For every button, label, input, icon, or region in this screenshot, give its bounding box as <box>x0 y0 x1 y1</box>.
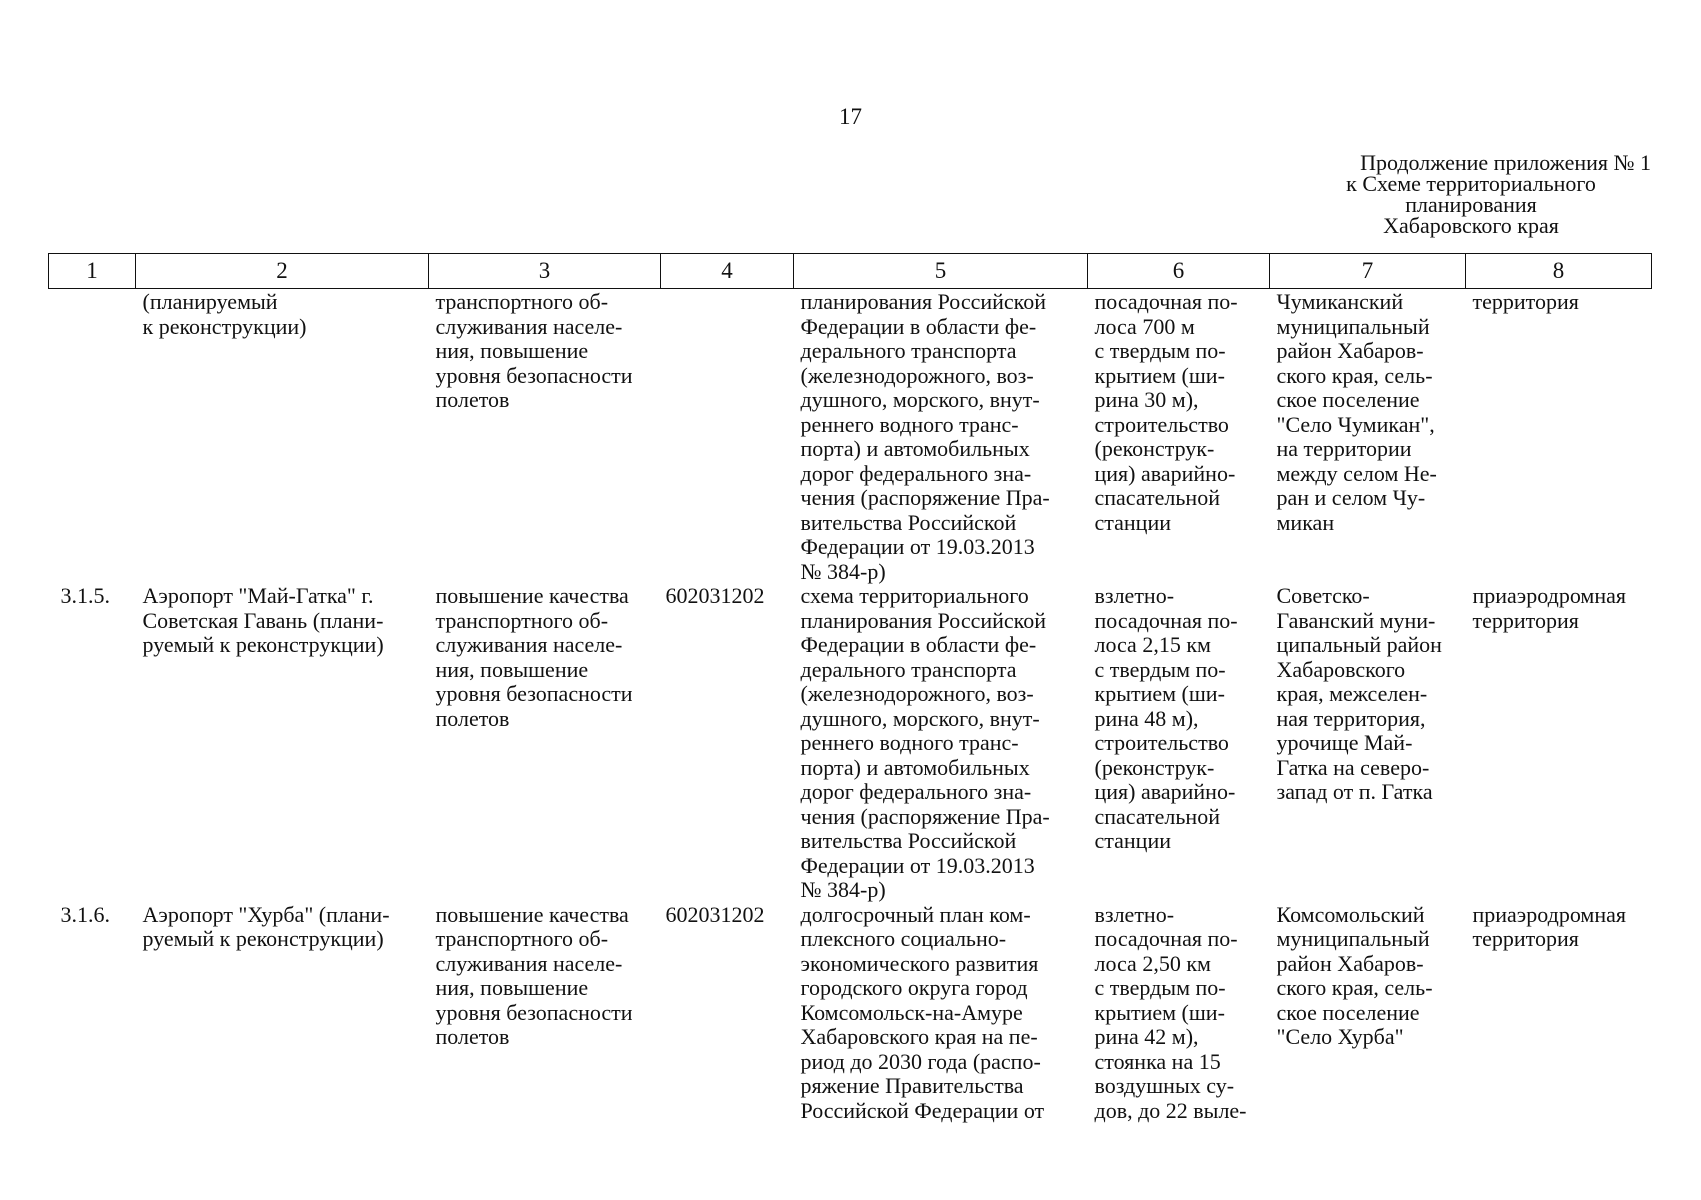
purpose-cell <box>429 289 661 585</box>
cell-text-line: территория <box>1472 926 1579 951</box>
object-name-cell <box>136 903 429 1124</box>
cell-text-line: взлетно- <box>1094 901 1175 927</box>
cell-text-line: руемый к реконструкции) <box>142 632 384 657</box>
cell-text-line: городского округа город <box>800 975 1028 1000</box>
cell-text-line: территория <box>1472 607 1579 633</box>
row-number <box>49 903 136 1124</box>
object-code-cell <box>661 584 794 903</box>
cell-text-line: рина 48 м), <box>1094 705 1199 731</box>
cell-text-line: спасательной <box>1094 803 1220 829</box>
purpose-cell <box>429 903 661 1124</box>
cell-text-line: вительства Российской <box>800 509 1017 535</box>
cell-text-line: рина 30 м), <box>1094 387 1199 412</box>
cell-text-line: ния, повышение <box>435 975 589 1000</box>
cell-text-line: с твердым по- <box>1094 656 1226 682</box>
cell-text-line: порта) и автомобильных <box>800 754 1030 780</box>
location-cell <box>1270 289 1466 585</box>
row-number <box>49 584 136 903</box>
cell-text-line: стоянка на 15 <box>1094 1048 1221 1074</box>
cell-text-line: строительство <box>1094 411 1229 437</box>
cell-text-line: Комсомольск-на-Амуре <box>800 999 1023 1025</box>
cell-text-line: руемый к реконструкции) <box>142 926 384 951</box>
cell-text-line: район Хабаров- <box>1276 950 1424 976</box>
cell-text-line: полетов <box>435 1024 510 1049</box>
cell-text-line: 602031202 <box>665 901 765 927</box>
cell-text-line: дов, до 22 выле- <box>1094 1097 1247 1123</box>
cell-text-line: Аэропорт "Май-Гатка" г. <box>142 583 374 608</box>
cell-text-line: чения (распоряжение Пра- <box>800 803 1050 829</box>
table-row <box>49 903 1652 1124</box>
object-code-cell <box>661 903 794 1124</box>
cell-text-line: транспортного об- <box>435 289 609 314</box>
cell-text-line: с твердым по- <box>1094 338 1226 363</box>
basis-document-cell <box>794 584 1088 903</box>
cell-text-line: вительства Российской <box>800 828 1017 853</box>
cell-text-line: ция) аварийно- <box>1094 460 1236 486</box>
cell-text-line: Хабаровского края на пе- <box>800 1024 1038 1049</box>
cell-text-line: "Село Хурба" <box>1276 1024 1404 1049</box>
cell-text-line: спасательной <box>1094 485 1220 510</box>
cell-text-line: № 384-р) <box>800 877 886 902</box>
object-name-cell <box>136 584 429 903</box>
cell-text-line: 3.1.6. <box>60 901 110 927</box>
cell-text-line: станции <box>1094 509 1172 535</box>
cell-text-line: Гаванский муни- <box>1276 607 1436 633</box>
cell-text-line: (планируемый <box>142 289 278 314</box>
cell-text-line: станции <box>1094 828 1172 853</box>
appendix-caption-line: Продолжение приложения № 1 <box>1360 150 1651 175</box>
cell-text-line: повышение качества <box>435 901 629 927</box>
purpose-cell <box>429 584 661 903</box>
row-number <box>49 289 136 585</box>
cell-text-line: Аэропорт "Хурба" (плани- <box>142 901 390 927</box>
cell-text-line: дерального транспорта <box>800 338 1017 363</box>
cell-text-line: приаэродромная <box>1472 901 1626 927</box>
cell-text-line: повышение качества <box>435 583 629 608</box>
cell-text-line: район Хабаров- <box>1276 338 1424 363</box>
cell-text-line: плексного социально- <box>800 926 1007 951</box>
table-header-row <box>49 254 1652 289</box>
cell-text-line: уровня безопасности <box>435 681 633 706</box>
cell-text-line: ряжение Правительства <box>800 1073 1024 1098</box>
cell-text-line: Чумиканский <box>1276 289 1404 314</box>
cell-text-line: реннего водного транс- <box>800 730 1019 755</box>
appendix-caption <box>1291 152 1651 236</box>
cell-text-line: Советская Гавань (плани- <box>142 607 384 633</box>
object-name-cell <box>136 289 429 585</box>
cell-text-line: ского края, сель- <box>1276 362 1433 388</box>
cell-text-line: посадочная по- <box>1094 926 1238 951</box>
cell-text-line: ское поселение <box>1276 999 1420 1025</box>
cell-text-line: (железнодорожного, воз- <box>800 681 1034 706</box>
characteristics-cell <box>1088 584 1270 903</box>
cell-text-line: с твердым по- <box>1094 975 1226 1000</box>
objects-table <box>48 253 1652 1123</box>
cell-text-line: транспортного об- <box>435 607 609 633</box>
cell-text-line: порта) и автомобильных <box>800 436 1030 461</box>
cell-text-line: края, межселен- <box>1276 681 1428 706</box>
cell-text-line: (реконструк- <box>1094 754 1215 780</box>
appendix-caption-line: Хабаровского края <box>1383 213 1559 238</box>
cell-text-line: "Село Чумикан", <box>1276 411 1435 437</box>
appendix-caption-line: к Схеме территориального <box>1346 171 1596 196</box>
cell-text-line: ция) аварийно- <box>1094 779 1236 804</box>
cell-text-line: муниципальный <box>1276 313 1430 339</box>
cell-text-line: муниципальный <box>1276 926 1430 951</box>
cell-text-line: (железнодорожного, воз- <box>800 362 1034 388</box>
cell-text-line: дорог федерального зна- <box>800 460 1032 486</box>
cell-text-line: № 384-р) <box>800 558 886 584</box>
page-number: 17 <box>839 104 862 129</box>
cell-text-line: Федерации в области фе- <box>800 632 1037 657</box>
zone-cell <box>1466 289 1652 585</box>
cell-text-line: урочище Май- <box>1276 730 1413 755</box>
cell-text-line: ское поселение <box>1276 387 1420 412</box>
cell-text-line: душного, морского, внут- <box>800 705 1040 731</box>
cell-text-line: лоса 2,50 км <box>1094 950 1211 976</box>
cell-text-line: между селом Не- <box>1276 460 1437 486</box>
characteristics-cell <box>1088 903 1270 1124</box>
cell-text-line: Российской Федерации от <box>800 1097 1045 1123</box>
location-cell <box>1270 903 1466 1124</box>
cell-text-line: транспортного об- <box>435 926 609 951</box>
appendix-caption-line: планирования <box>1405 192 1537 217</box>
cell-text-line: дорог федерального зна- <box>800 779 1032 804</box>
cell-text-line: планирования Российской <box>800 289 1047 314</box>
table-row <box>49 289 1652 585</box>
location-cell <box>1270 584 1466 903</box>
cell-text-line: приаэродромная <box>1472 583 1626 608</box>
table-row <box>49 584 1652 903</box>
object-code-cell <box>661 289 794 585</box>
cell-text-line: (реконструк- <box>1094 436 1215 461</box>
cell-text-line: Комсомольский <box>1276 901 1425 927</box>
basis-document-cell <box>794 903 1088 1124</box>
basis-document-cell <box>794 289 1088 585</box>
cell-text-line: дерального транспорта <box>800 656 1017 682</box>
cell-text-line: крытием (ши- <box>1094 362 1225 388</box>
cell-text-line: ния, повышение <box>435 338 589 363</box>
column-header: 2 <box>136 254 429 289</box>
zone-cell <box>1466 903 1652 1124</box>
cell-text-line: ная территория, <box>1276 705 1426 731</box>
cell-text-line: душного, морского, внут- <box>800 387 1040 412</box>
cell-text-line: полетов <box>435 387 510 412</box>
cell-text-line: служивания населе- <box>435 632 623 657</box>
cell-text-line: взлетно- <box>1094 583 1175 608</box>
cell-text-line: крытием (ши- <box>1094 681 1225 706</box>
cell-text-line: воздушных су- <box>1094 1073 1235 1098</box>
cell-text-line: Гатка на северо- <box>1276 754 1430 780</box>
cell-text-line: Федерации от 19.03.2013 <box>800 534 1035 559</box>
column-header: 4 <box>661 254 794 289</box>
column-header: 1 <box>49 254 136 289</box>
cell-text-line: долгосрочный план ком- <box>800 901 1031 927</box>
cell-text-line: служивания населе- <box>435 313 623 339</box>
cell-text-line: уровня безопасности <box>435 999 633 1025</box>
cell-text-line: Советско- <box>1276 583 1370 608</box>
column-header: 3 <box>429 254 661 289</box>
cell-text-line: служивания населе- <box>435 950 623 976</box>
cell-text-line: лоса 700 м <box>1094 313 1195 339</box>
cell-text-line: Хабаровского <box>1276 656 1406 682</box>
cell-text-line: посадочная по- <box>1094 607 1238 633</box>
cell-text-line: посадочная по- <box>1094 289 1238 314</box>
cell-text-line: Федерации от 19.03.2013 <box>800 852 1035 878</box>
cell-text-line: на территории <box>1276 436 1412 461</box>
cell-text-line: 602031202 <box>665 583 765 608</box>
cell-text-line: полетов <box>435 705 510 731</box>
cell-text-line: 3.1.5. <box>60 583 110 608</box>
cell-text-line: схема территориального <box>800 583 1029 608</box>
cell-text-line: реннего водного транс- <box>800 411 1019 437</box>
characteristics-cell <box>1088 289 1270 585</box>
cell-text-line: ципальный район <box>1276 632 1442 657</box>
cell-text-line: чения (распоряжение Пра- <box>800 485 1050 510</box>
cell-text-line: экономического развития <box>800 950 1039 976</box>
zone-cell <box>1466 584 1652 903</box>
column-header: 6 <box>1088 254 1270 289</box>
cell-text-line: к реконструкции) <box>142 313 307 339</box>
cell-text-line: уровня безопасности <box>435 362 633 388</box>
column-header: 8 <box>1466 254 1652 289</box>
cell-text-line: строительство <box>1094 730 1229 755</box>
cell-text-line: лоса 2,15 км <box>1094 632 1211 657</box>
cell-text-line: ского края, сель- <box>1276 975 1433 1000</box>
column-header: 5 <box>794 254 1088 289</box>
column-header: 7 <box>1270 254 1466 289</box>
cell-text-line: крытием (ши- <box>1094 999 1225 1025</box>
cell-text-line: ран и селом Чу- <box>1276 485 1426 510</box>
cell-text-line: рина 42 м), <box>1094 1024 1199 1049</box>
cell-text-line: территория <box>1472 289 1579 314</box>
cell-text-line: риод до 2030 года (распо- <box>800 1048 1041 1074</box>
cell-text-line: микан <box>1276 509 1335 535</box>
cell-text-line: ния, повышение <box>435 656 589 682</box>
cell-text-line: Федерации в области фе- <box>800 313 1037 339</box>
cell-text-line: запад от п. Гатка <box>1276 779 1433 804</box>
cell-text-line: планирования Российской <box>800 607 1047 633</box>
